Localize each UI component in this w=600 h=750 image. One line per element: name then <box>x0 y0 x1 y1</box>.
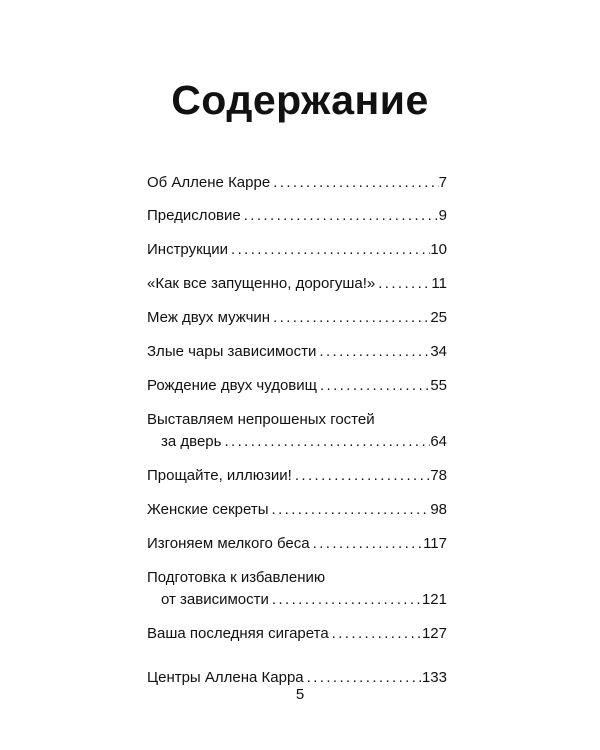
toc-entry-page: 121 <box>421 591 447 608</box>
toc-spacer <box>147 194 447 205</box>
toc-entry-farewell-illusions <box>147 465 447 487</box>
toc-entry-title: «Как все запущенно, дорогуша!» <box>147 275 376 292</box>
toc-entry-page: 7 <box>438 174 447 191</box>
toc-entry-title: Прощайте, иллюзии! <box>147 467 292 484</box>
toc-entry-title: Злые чары зависимости <box>147 343 317 360</box>
toc-entry-preparing-release <box>147 589 447 611</box>
toc-entry-title: за дверь <box>161 433 222 450</box>
toc-spacer <box>147 487 447 499</box>
toc-entry-title: Изгоняем мелкого беса <box>147 535 310 552</box>
toc-entry-title: Инструкции <box>147 241 229 258</box>
toc-entry-page: 98 <box>430 501 447 518</box>
toc-entry-darling <box>147 273 447 295</box>
toc-entry-title: Рождение двух чудовищ <box>147 377 317 394</box>
leader-dots <box>375 273 431 295</box>
toc-entry-two-men <box>147 307 447 329</box>
toc-entry-page: 9 <box>438 207 447 224</box>
toc-spacer <box>147 555 447 567</box>
toc-entry-title: Центры Аллена Карра <box>147 669 304 686</box>
toc-entry-title: Ваша последняя сигарета <box>147 625 329 642</box>
toc-entry-last-cigarette <box>147 623 447 645</box>
toc-entry-uninvited-guests <box>147 431 447 453</box>
leader-dots <box>241 205 439 227</box>
toc-spacer <box>147 645 447 667</box>
table-of-contents <box>147 172 447 689</box>
toc-entry-page: 78 <box>430 467 447 484</box>
toc-spacer <box>147 453 447 465</box>
toc-spacer <box>147 329 447 341</box>
toc-entry-title: Предисловие <box>147 207 241 224</box>
page-title: Содержание <box>171 77 429 123</box>
toc-entry-page: 133 <box>421 669 447 686</box>
toc-entry-about-allen-carr <box>147 172 447 194</box>
toc-entry-page: 127 <box>421 625 447 642</box>
toc-spacer <box>147 261 447 273</box>
toc-entry-womens-secrets <box>147 499 447 521</box>
toc-entry-title: Женские секреты <box>147 501 269 518</box>
toc-entry-little-demon <box>147 533 447 555</box>
toc-entry-title: Об Аллене Карре <box>147 174 271 191</box>
leader-dots <box>269 589 422 611</box>
toc-entry-page: 117 <box>423 535 447 552</box>
toc-entry-page: 11 <box>431 275 447 292</box>
leader-dots <box>329 623 422 645</box>
toc-entry-title: Меж двух мужчин <box>147 309 271 326</box>
toc-spacer <box>147 611 447 623</box>
leader-dots <box>221 431 430 453</box>
page-number: 5 <box>295 686 305 703</box>
toc-entry-instructions <box>147 239 447 261</box>
toc-entry-title-line1: Подготовка к избавлению <box>147 569 326 586</box>
toc-entry-preface <box>147 205 447 227</box>
toc-entry-page: 10 <box>430 241 447 258</box>
leader-dots <box>228 239 430 261</box>
leader-dots <box>269 499 431 521</box>
leader-dots <box>310 533 423 555</box>
toc-entry-page: 64 <box>430 433 447 450</box>
toc-spacer <box>147 295 447 307</box>
leader-dots <box>270 307 430 329</box>
toc-entry-two-monsters <box>147 375 447 397</box>
leader-dots <box>292 465 430 487</box>
toc-entry-page: 55 <box>430 377 447 394</box>
leader-dots <box>270 172 438 194</box>
toc-spacer <box>147 227 447 239</box>
toc-entry-title: от зависимости <box>161 591 269 608</box>
toc-spacer <box>147 397 447 409</box>
toc-spacer <box>147 521 447 533</box>
toc-entry-page: 34 <box>430 343 447 360</box>
toc-entry-evil-spell <box>147 341 447 363</box>
leader-dots <box>317 375 430 397</box>
toc-entry-page: 25 <box>430 309 447 326</box>
toc-spacer <box>147 363 447 375</box>
toc-entry-title-line1: Выставляем непрошеных гостей <box>147 411 375 428</box>
leader-dots <box>316 341 430 363</box>
